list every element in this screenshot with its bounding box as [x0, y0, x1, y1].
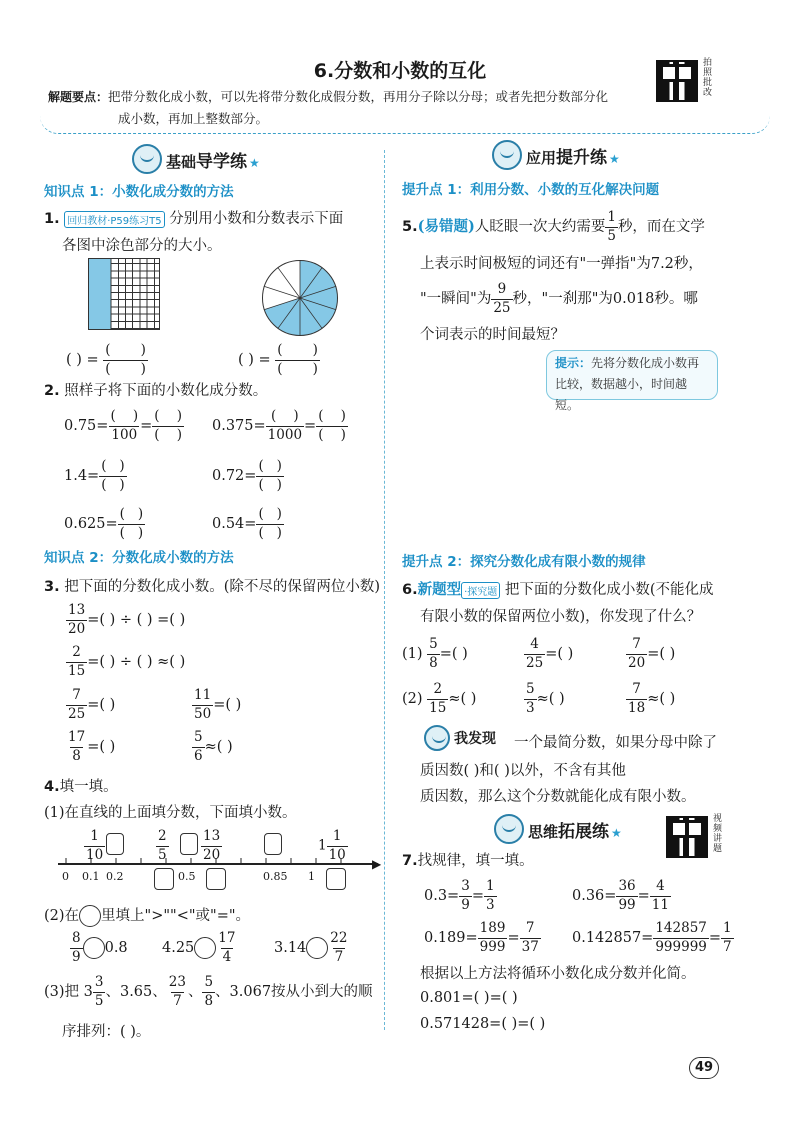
q7-answer-2[interactable]: 0.571428=( )=( ): [420, 1016, 546, 1032]
compare-circle: [83, 937, 105, 959]
star-icon: ★: [249, 155, 260, 170]
section-banner-apply: 应用提升练 ★: [492, 138, 620, 172]
find-line-2[interactable]: 质因数( )和( )以外，不含有其他: [420, 763, 626, 779]
nl-label-mixed: 1 $\frac{1}{10}$: [318, 828, 346, 863]
compare-circle: [306, 937, 328, 959]
question-5-line-2: 上表示时间极短的词还有"一弹指"为7.2秒，: [420, 256, 703, 272]
nl-box-bottom-2[interactable]: [206, 868, 226, 890]
q7-instruction: 根据以上方法将循环小数化成分数并化简。: [420, 966, 696, 982]
star-icon: ★: [609, 151, 620, 166]
q1-answer-b[interactable]: ( ) = $\frac{( )}{( )}$: [238, 342, 318, 377]
qr-side-label: 拍照批改: [703, 58, 713, 98]
find-line-3: 质因数，那么这个分数就能化成有限小数。: [420, 789, 696, 805]
qr-video-label: 视频讲题: [713, 814, 723, 854]
nl-box-top-2[interactable]: [180, 833, 198, 855]
q7-answer-1[interactable]: 0.801=( )=( ): [420, 990, 518, 1006]
nl-box-top-3[interactable]: [264, 833, 282, 855]
q4-compare-3[interactable]: 3.14 $\frac{22}{7}$: [274, 930, 348, 965]
q7-example-1: 0.3= $\frac{3}{9}$ = $\frac{1}{3}$: [424, 878, 495, 913]
grid-figure: [88, 258, 160, 330]
q4-compare-2[interactable]: 4.25 $\frac{17}{4}$: [162, 930, 236, 965]
question-1-line-2: 各图中涂色部分的大小。: [62, 238, 222, 254]
mascot-icon: [424, 725, 450, 751]
compare-circle-icon: [79, 905, 101, 927]
q1-tag: 回归教材·P59练习T5: [64, 211, 164, 228]
q7-example-3: 0.189= $\frac{189}{999}$ = $\frac{7}{37}$: [424, 920, 539, 955]
nl-tick-0: 0: [62, 870, 69, 883]
question-6-line-2: 有限小数的保留两位小数)，你发现了什么？: [420, 609, 702, 625]
q4-part-1: (1)在直线的上面填分数，下面填小数。: [44, 805, 297, 821]
question-1-line-1: 1. 回归教材·P59练习T5 分别用小数和分数表示下面: [44, 211, 344, 227]
q4-part-3-line-1: (3)把 3 $\frac{3}{5}$ 、3.65、 $\frac{23}{7}$ 、 $\frac{5}{8}$ 、3.067按从小到大的顺: [44, 974, 373, 1009]
q6-row-1-c[interactable]: $\frac{7}{20}$ =( ): [628, 636, 676, 671]
q3-item-4[interactable]: $\frac{11}{50}$ =( ): [194, 687, 242, 722]
q2-item-3[interactable]: 1.4= $\frac{( )}{( )}$: [64, 458, 125, 493]
nl-box-bottom-3[interactable]: [326, 868, 346, 890]
nl-label-1-10: $\frac{1}{10}$: [86, 828, 104, 863]
q4-part-3-line-2[interactable]: 序排列：( )。: [62, 1024, 151, 1040]
q4-part-2: (2)在 里填上">""<"或"="。: [44, 904, 250, 927]
q7-example-2: 0.36= $\frac{36}{99}$ = $\frac{4}{11}$: [572, 878, 669, 913]
knowledge-point-2: 知识点 2：分数化成小数的方法: [44, 550, 234, 566]
q4-compare-1[interactable]: $\frac{8}{9}$ 0.8: [72, 930, 128, 965]
nl-box-top-1[interactable]: [106, 833, 124, 855]
page-number: 49: [689, 1057, 719, 1079]
mascot-icon: [494, 814, 524, 844]
arrow-right-icon: ▶: [372, 857, 382, 871]
question-3: 3. 把下面的分数化成小数。(除不尽的保留两位小数): [44, 579, 381, 595]
column-divider: [384, 150, 385, 1030]
nl-tick-1: 1: [308, 870, 315, 883]
improve-point-2: 提升点 2：探究分数化成有限小数的规律: [402, 554, 646, 570]
tip-line-1: 解题要点：把带分数化成小数，可以先将带分数化成假分数，再用分子除以分母；或者先把分数部分化: [48, 89, 609, 104]
q2-item-5[interactable]: 0.625= $\frac{( )}{( )}$: [64, 506, 144, 541]
find-badge: 我发现: [424, 725, 496, 751]
nl-tick-0-2: 0.2: [106, 870, 124, 883]
question-5-line-3: "一瞬间"为 $\frac{9}{25}$ 秒，"一刹那"为0.018秒。哪: [420, 281, 698, 316]
mascot-icon: [132, 144, 162, 174]
q2-item-2[interactable]: 0.375= $\frac{( )}{1000}$ = $\frac{( )}{( )}$: [212, 408, 346, 443]
q3-item-5[interactable]: $\frac{17}{8}$ =( ): [68, 729, 116, 764]
question-7: 7.找规律，填一填。: [402, 853, 534, 869]
question-4: 4.填一填。: [44, 779, 118, 795]
section-banner-basic: 基础导学练 ★: [132, 142, 260, 176]
q7-example-4: 0.142857= $\frac{142857}{999999}$ = $\frac{1}{7}$: [572, 920, 732, 955]
q2-item-1[interactable]: 0.75= $\frac{( )}{100}$ = $\frac{( )}{( )}$: [64, 408, 182, 443]
find-line-1: 一个最简分数，如果分母中除了: [514, 735, 717, 751]
nl-label-2-5: $\frac{2}{5}$: [158, 828, 167, 863]
q6-row-2-c[interactable]: $\frac{7}{18}$ ≈( ): [628, 681, 676, 716]
q6-row-2[interactable]: (2) $\frac{2}{15}$ ≈( ): [402, 681, 477, 716]
page-title: 6.分数和小数的互化: [313, 60, 487, 82]
qr-code-video-icon[interactable]: [666, 816, 708, 858]
nl-box-bottom-1[interactable]: [154, 868, 174, 890]
knowledge-point-1: 知识点 1：小数化成分数的方法: [44, 184, 234, 200]
nl-label-13-20: $\frac{13}{20}$: [203, 828, 221, 863]
tip-line-2: 成小数，再加上整数部分。: [118, 111, 269, 126]
nl-tick-0-85: 0.85: [263, 870, 288, 883]
nl-tick-0-5: 0.5: [178, 870, 196, 883]
question-6-line-1: 6.新题型 ·探究题 把下面的分数化成小数(不能化成: [402, 581, 714, 598]
q1-answer-a[interactable]: ( ) = $\frac{( )}{( )}$: [66, 342, 146, 377]
mascot-icon: [492, 140, 522, 170]
question-5-line-4: 个词表示的时间最短？: [420, 327, 565, 343]
question-2: 2. 照样子将下面的小数化成分数。: [44, 383, 268, 399]
pie-figure: [262, 260, 338, 336]
q6-row-2-b[interactable]: $\frac{5}{3}$ ≈( ): [526, 681, 565, 716]
q3-item-1[interactable]: $\frac{13}{20}$ =( ) ÷ ( ) =( ): [68, 602, 186, 637]
question-5-line-1: 5.(易错题)人眨眼一次大约需要 $\frac{1}{5}$ 秒，而在文学: [402, 209, 705, 244]
improve-point-1: 提升点 1：利用分数、小数的互化解决问题: [402, 182, 660, 198]
q6-row-1[interactable]: (1) $\frac{5}{8}$ =( ): [402, 636, 468, 671]
q3-item-2[interactable]: $\frac{2}{15}$ =( ) ÷ ( ) ≈( ): [68, 644, 186, 679]
nl-tick-0-1: 0.1: [82, 870, 100, 883]
q3-item-6[interactable]: $\frac{5}{6}$ ≈( ): [194, 729, 233, 764]
q3-item-3[interactable]: $\frac{7}{25}$ =( ): [68, 687, 116, 722]
q2-item-6[interactable]: 0.54= $\frac{( )}{( )}$: [212, 506, 282, 541]
q2-item-4[interactable]: 0.72= $\frac{( )}{( )}$: [212, 458, 282, 493]
star-icon: ★: [611, 825, 622, 840]
q6-row-1-b[interactable]: $\frac{4}{25}$ =( ): [526, 636, 574, 671]
section-banner-expand: 思维拓展练 ★: [494, 812, 622, 846]
hint-box: 提示：先将分数化成小数再 比较，数据越小，时间越短。: [546, 350, 718, 400]
compare-circle: [194, 937, 216, 959]
